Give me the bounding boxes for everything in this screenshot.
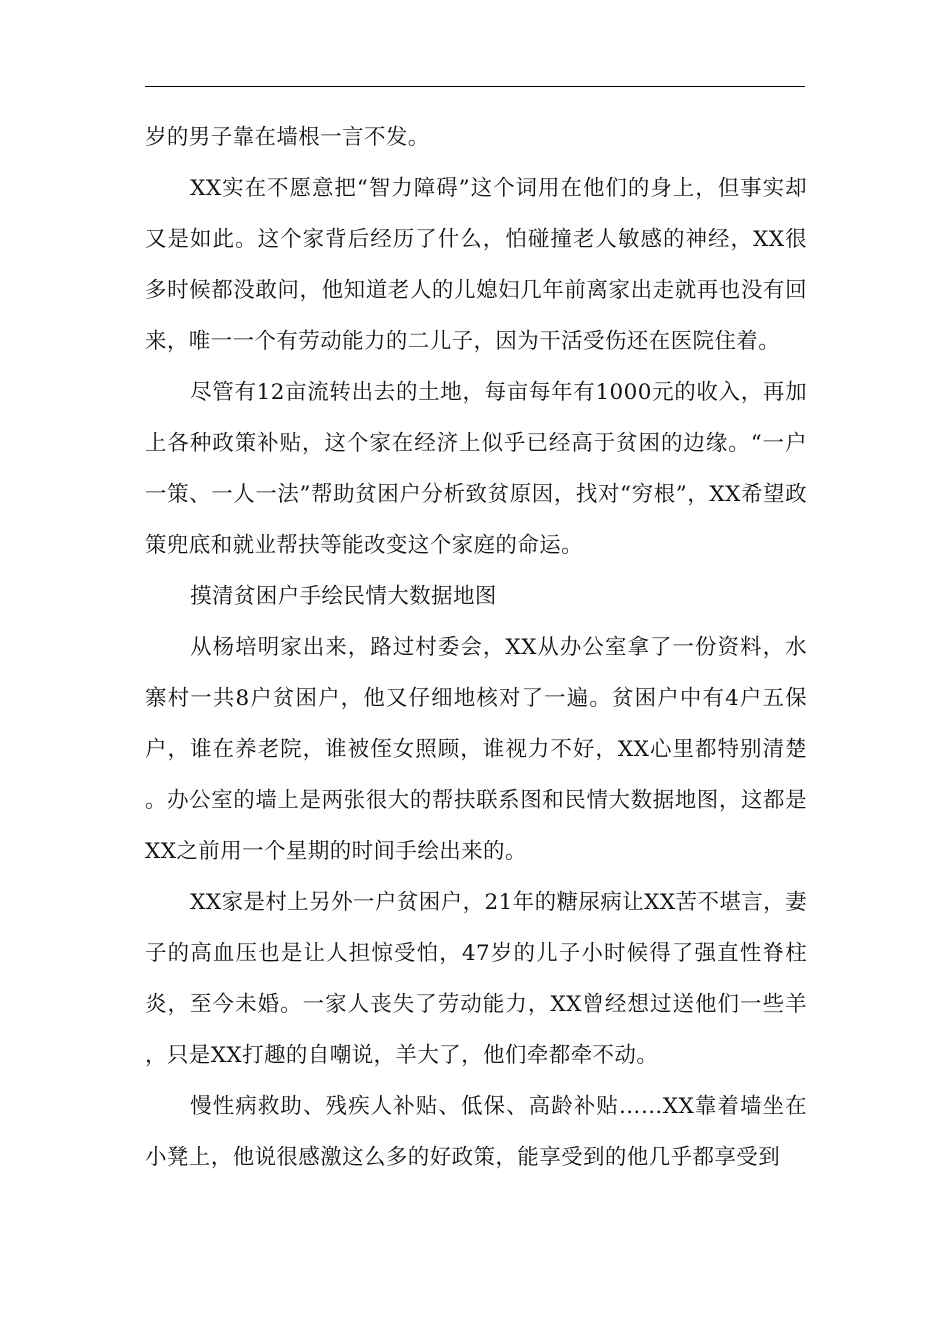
- paragraph: XX实在不愿意把“智力障碍”这个词用在他们的身上，但事实却又是如此。这个家背后经历了什么，怕碰撞老人敏感的神经，XX很多时候都没敢问，他知道老人的儿媳妇几年前离家出走就再也没有回来，唯一一个有劳动能力的二儿子，因为干活受伤还在医院住着。: [145, 176, 807, 354]
- paragraph: 尽管有12亩流转出去的土地，每亩每年有1000元的收入，再加上各种政策补贴，这个家在经济上似乎已经高于贫困的边缘。“一户一策、一人一法”帮助贫困户分析致贫原因，找对“穷根”，XX希望政策兜底和就业帮扶等能改变这个家庭的命运。: [145, 380, 807, 558]
- document-body: [145, 112, 807, 1183]
- paragraph: 慢性病救助、残疾人补贴、低保、高龄补贴……XX靠着墙坐在小凳上，他说很感激这么多的好政策，能享受到的他几乎都享受到: [145, 1094, 807, 1170]
- paragraph: 从杨培明家出来，路过村委会，XX从办公室拿了一份资料，水寨村一共8户贫困户，他又仔细地核对了一遍。贫困户中有4户五保户，谁在养老院，谁被侄女照顾，谁视力不好，XX心里都特别清楚。办公室的墙上是两张很大的帮扶联系图和民情大数据地图，这都是XX之前用一个星期的时间手绘出来的。: [145, 635, 807, 864]
- header-rule: [145, 86, 805, 87]
- paragraph: XX家是村上另外一户贫困户，21年的糖尿病让XX苦不堪言，妻子的高血压也是让人担惊受怕，47岁的儿子小时候得了强直性脊柱炎，至今未婚。一家人丧失了劳动能力，XX曾经想过送他们一些羊，只是XX打趣的自嘲说，羊大了，他们牵都牵不动。: [145, 890, 807, 1068]
- section-heading: 摸清贫困户手绘民情大数据地图: [190, 584, 497, 609]
- paragraph: 岁的男子靠在墙根一言不发。: [145, 125, 430, 150]
